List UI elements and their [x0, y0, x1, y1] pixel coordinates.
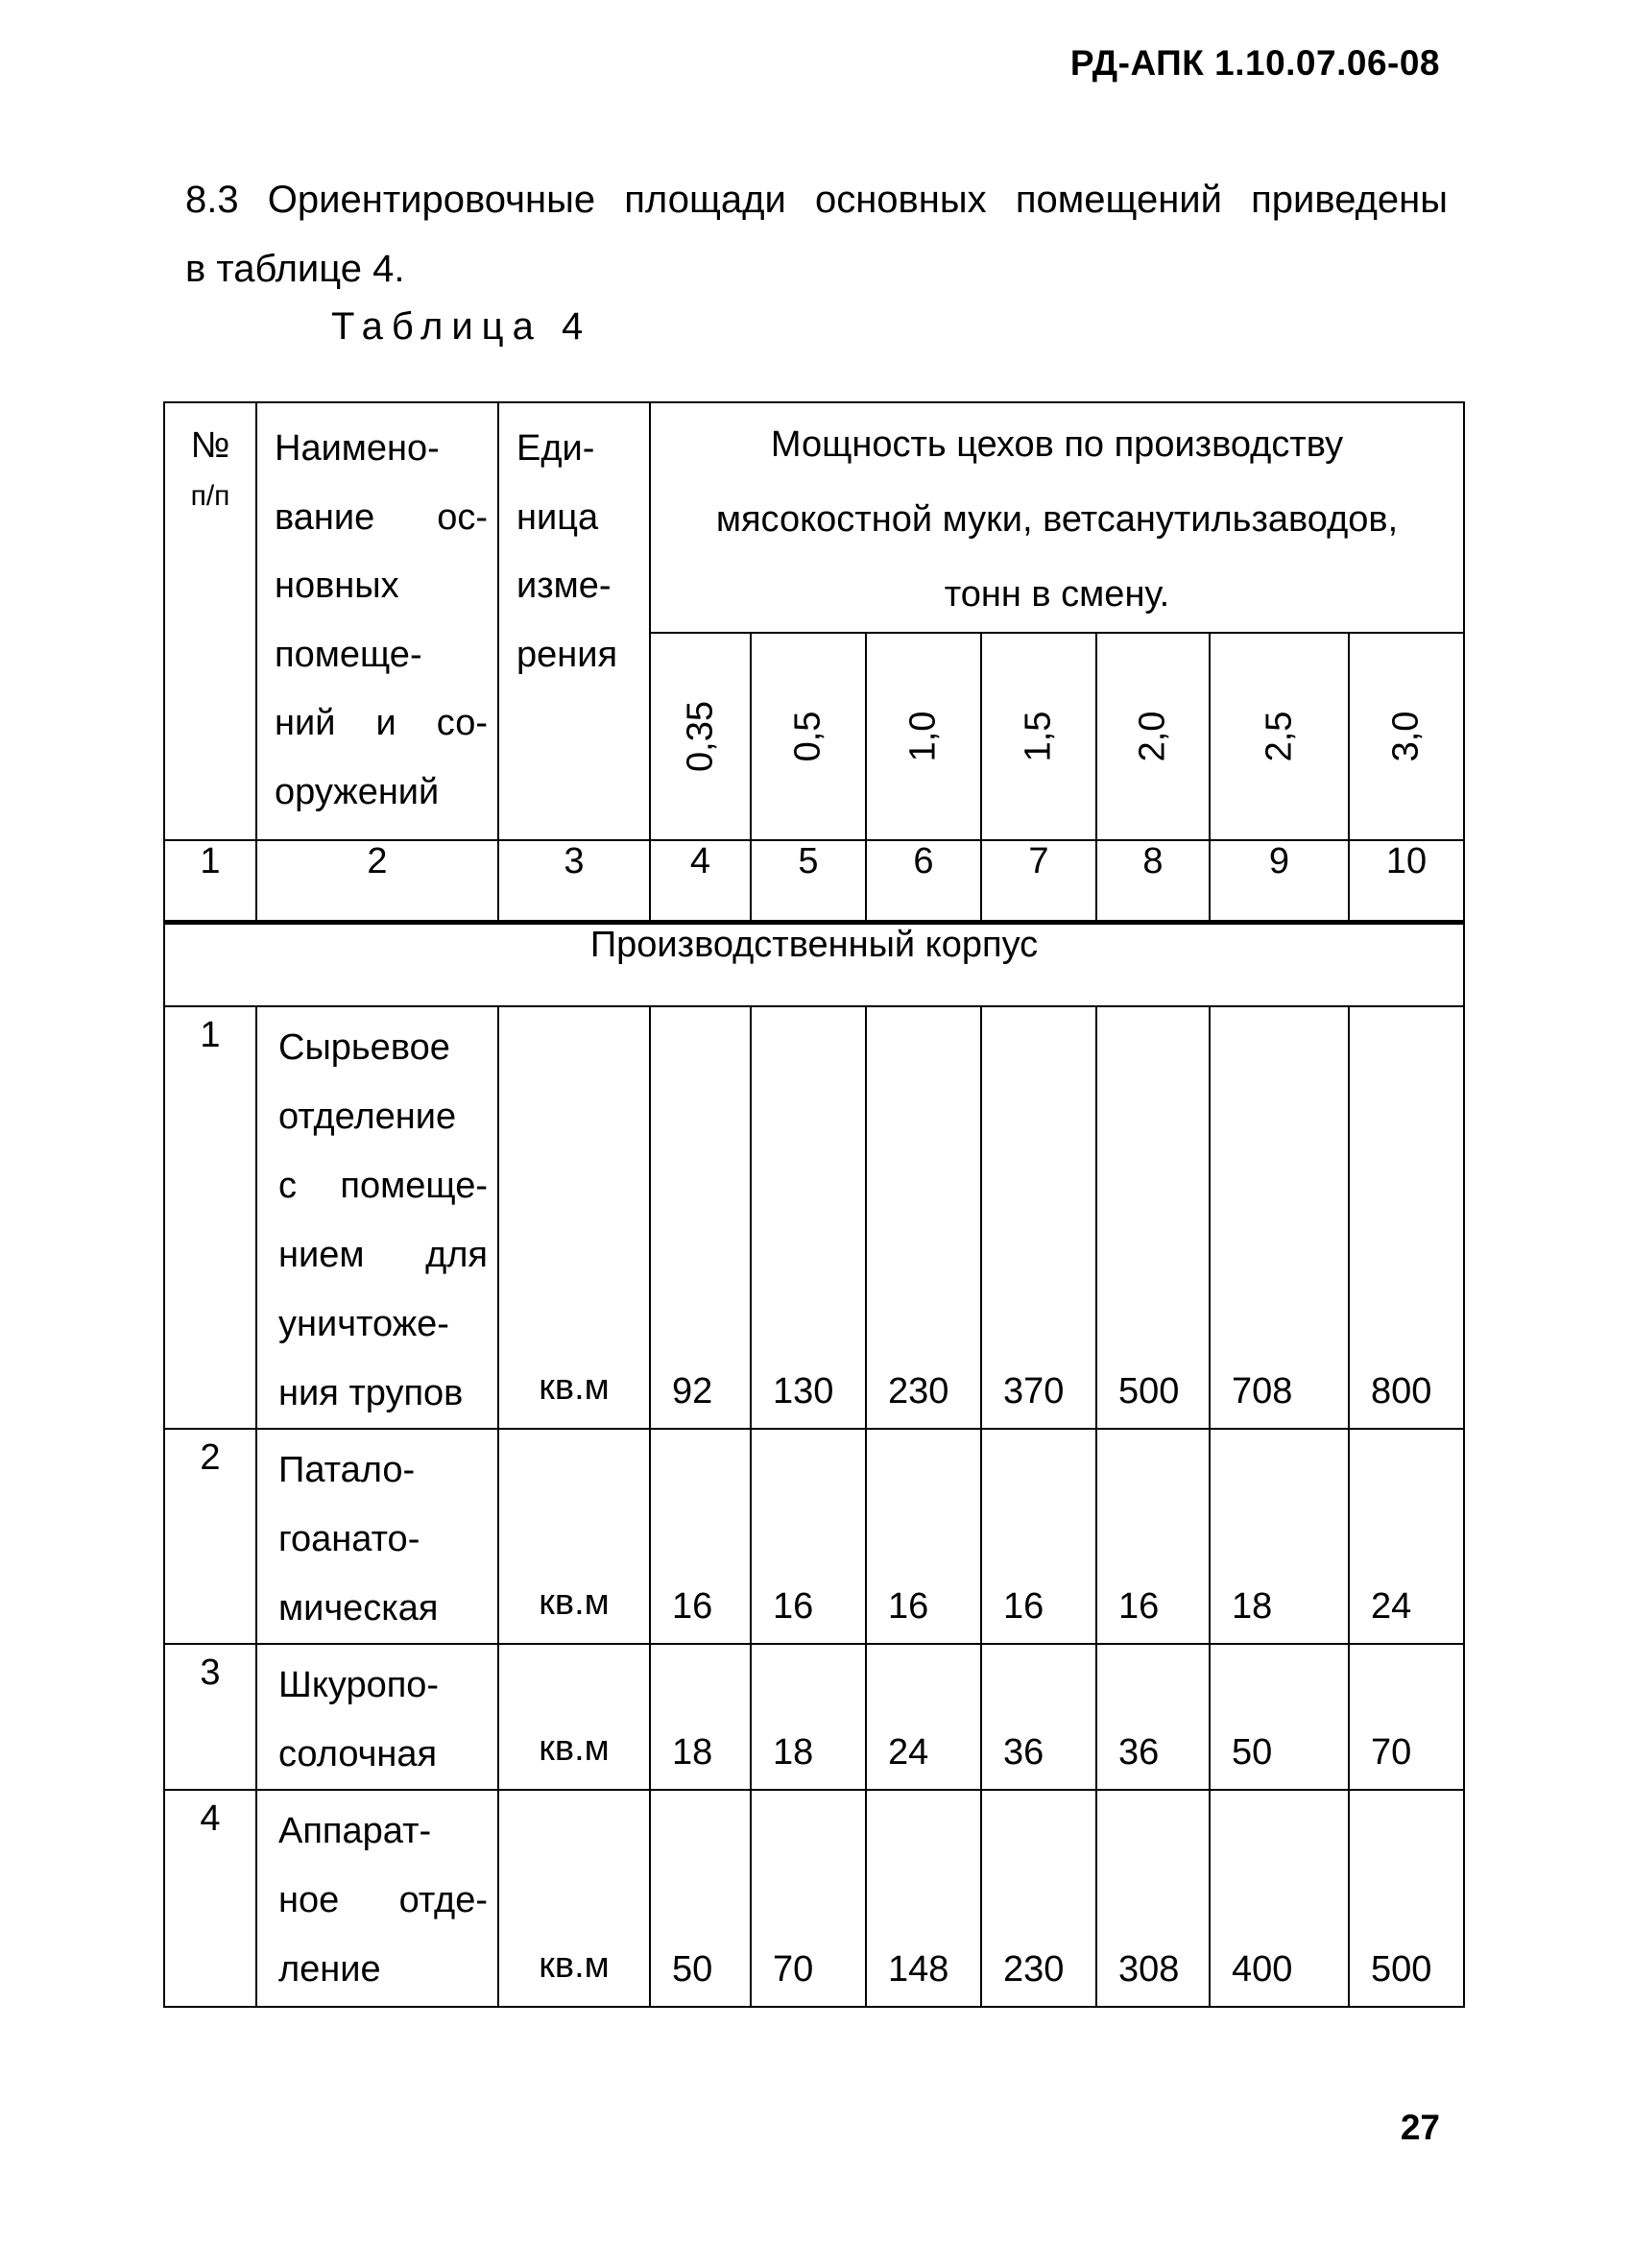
header-power-line: тонн в смену. — [944, 574, 1170, 615]
column-index-row — [164, 840, 1464, 923]
row-name-line: солочная — [278, 1734, 438, 1774]
intro-line-1: 8.3 Ориентировочные площади основных помещений приведены — [185, 179, 1448, 221]
row-value: 24 — [866, 1644, 981, 1790]
row-value: 16 — [1096, 1429, 1210, 1644]
table-caption: Таблица 4 — [331, 305, 592, 348]
header-num-sub: п/п — [190, 480, 230, 512]
row-value: 230 — [866, 1006, 981, 1429]
row-value: 130 — [751, 1006, 866, 1429]
header-power-line: Мощность цехов по производству — [770, 424, 1344, 465]
row-name-line: гоанато- — [278, 1519, 420, 1559]
row-name-line: уничтоже- — [278, 1304, 449, 1344]
intro-line-2: в таблице 4. — [185, 248, 405, 290]
row-value: 308 — [1096, 1790, 1210, 2007]
row-value: 400 — [1210, 1790, 1349, 2007]
table-row — [164, 1790, 1464, 2007]
header-num-symbol: № — [190, 425, 230, 466]
capacity-label: 3,0 — [1385, 711, 1427, 762]
row-value: 500 — [1096, 1006, 1210, 1429]
row-value: 500 — [1349, 1790, 1464, 2007]
column-index: 3 — [498, 840, 650, 923]
header-name — [256, 402, 498, 840]
document-code: РД-АПК 1.10.07.06-08 — [1069, 43, 1440, 83]
header-unit-line: Еди- — [516, 428, 595, 469]
row-name — [256, 1429, 498, 1644]
intro-paragraph — [185, 165, 1448, 303]
column-index: 2 — [256, 840, 498, 923]
row-value: 800 — [1349, 1006, 1464, 1429]
row-value: 16 — [866, 1429, 981, 1644]
capacity-label: 2,0 — [1132, 711, 1173, 762]
header-unit-line: рения — [516, 634, 618, 675]
table-header-row — [164, 402, 1464, 633]
capacity-label: 0,35 — [680, 701, 720, 772]
row-value: 16 — [751, 1429, 866, 1644]
capacity-header — [1349, 633, 1464, 840]
header-unit-line: ница — [516, 496, 599, 538]
capacity-label: 0,5 — [787, 711, 828, 762]
header-name-line: Наимено- — [275, 428, 440, 469]
row-unit: кв.м — [498, 1006, 650, 1429]
capacity-header — [751, 633, 866, 840]
capacity-header — [650, 633, 751, 840]
capacity-label: 1,5 — [1018, 711, 1059, 762]
column-index: 4 — [650, 840, 751, 923]
column-index: 6 — [866, 840, 981, 923]
table-row — [164, 1006, 1464, 1429]
header-name-line: помеще- — [275, 634, 422, 675]
header-unit-line: изме- — [516, 566, 612, 606]
row-unit: кв.м — [498, 1644, 650, 1790]
capacity-header — [1096, 633, 1210, 840]
row-name-line: мическая — [278, 1588, 439, 1629]
section-row — [164, 923, 1464, 1007]
row-value: 16 — [650, 1429, 751, 1644]
capacity-header — [866, 633, 981, 840]
row-num: 3 — [164, 1644, 256, 1790]
row-value: 708 — [1210, 1006, 1349, 1429]
header-name-line: оружений — [275, 771, 440, 812]
capacity-label: 1,0 — [902, 711, 944, 762]
row-name-line: ния трупов — [278, 1373, 464, 1413]
row-value: 24 — [1349, 1429, 1464, 1644]
row-unit: кв.м — [498, 1790, 650, 2007]
column-index: 5 — [751, 840, 866, 923]
section-title: Производственный корпус — [164, 923, 1464, 1007]
page-number: 27 — [1400, 2108, 1440, 2147]
row-value: 370 — [981, 1006, 1096, 1429]
row-name-line: Сырьевое — [278, 1027, 450, 1068]
row-num: 1 — [164, 1006, 256, 1429]
header-power — [650, 402, 1464, 633]
row-name-line: ное отде- — [278, 1880, 488, 1920]
row-value: 230 — [981, 1790, 1096, 2007]
row-name-line: Шкуропо- — [278, 1665, 440, 1705]
column-index: 9 — [1210, 840, 1349, 923]
row-name-line: с помеще- — [278, 1166, 488, 1206]
row-num: 2 — [164, 1429, 256, 1644]
column-index: 1 — [164, 840, 256, 923]
capacity-label: 2,5 — [1259, 711, 1299, 762]
row-name-line: ление — [278, 1949, 381, 1990]
row-value: 70 — [751, 1790, 866, 2007]
row-value: 148 — [866, 1790, 981, 2007]
row-value: 18 — [751, 1644, 866, 1790]
areas-table — [163, 401, 1465, 2008]
table-row — [164, 1644, 1464, 1790]
row-name-line: отделение — [278, 1097, 457, 1137]
row-value: 92 — [650, 1006, 751, 1429]
row-value: 36 — [981, 1644, 1096, 1790]
row-value: 18 — [1210, 1429, 1349, 1644]
row-name-line: Аппарат- — [278, 1811, 432, 1851]
header-num — [164, 402, 256, 840]
row-num: 4 — [164, 1790, 256, 2007]
column-index: 8 — [1096, 840, 1210, 923]
header-unit — [498, 402, 650, 840]
row-name — [256, 1006, 498, 1429]
table-row — [164, 1429, 1464, 1644]
row-name — [256, 1644, 498, 1790]
row-value: 36 — [1096, 1644, 1210, 1790]
header-name-line: новных — [275, 566, 399, 606]
row-value: 16 — [981, 1429, 1096, 1644]
capacity-header — [1210, 633, 1349, 840]
row-name-line: нием для — [278, 1235, 488, 1275]
row-value: 70 — [1349, 1644, 1464, 1790]
header-power-line: мясокостной муки, ветсанутильзаводов, — [715, 499, 1399, 540]
header-name-line: вание ос- — [275, 496, 488, 538]
row-value: 50 — [650, 1790, 751, 2007]
row-value: 50 — [1210, 1644, 1349, 1790]
row-name-line: Патало- — [278, 1450, 416, 1490]
row-name — [256, 1790, 498, 2007]
row-value: 18 — [650, 1644, 751, 1790]
column-index: 10 — [1349, 840, 1464, 923]
capacity-header — [981, 633, 1096, 840]
column-index: 7 — [981, 840, 1096, 923]
row-unit: кв.м — [498, 1429, 650, 1644]
header-name-line: ний и со- — [275, 703, 488, 743]
